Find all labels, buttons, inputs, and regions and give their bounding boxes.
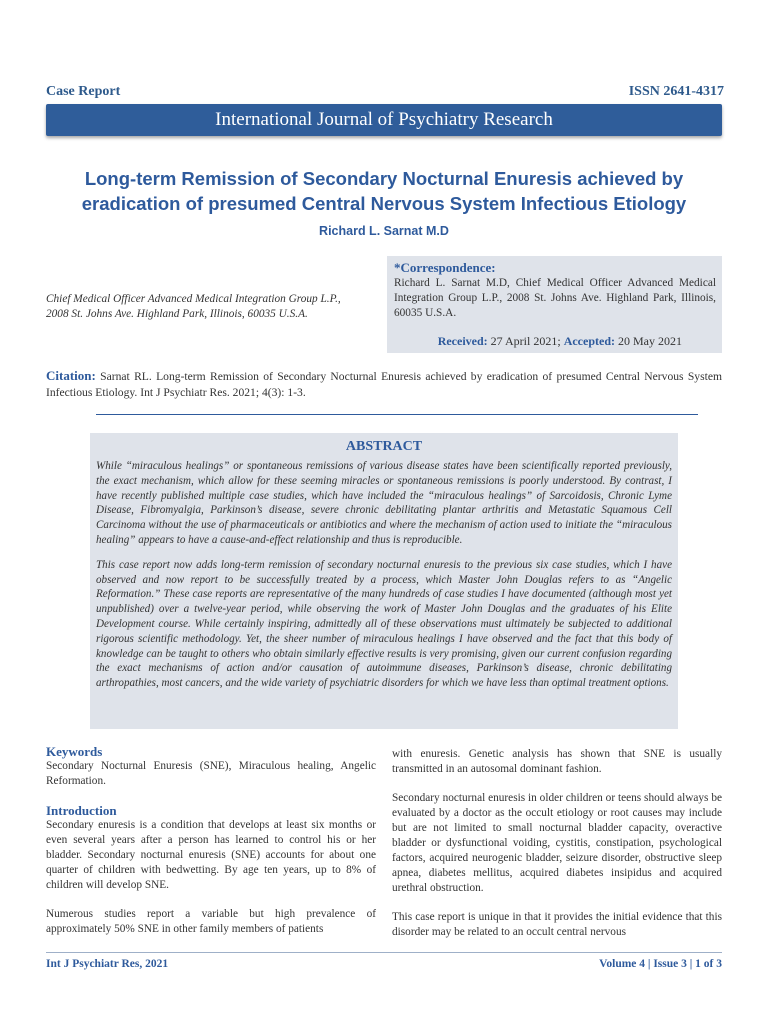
introduction-paragraph-2: Numerous studies report a variable but high prevalence of approximately 50% SNE in other family members of patients	[46, 908, 376, 935]
affiliation-line2: 2008 St. Johns Ave. Highland Park, Illinois, 60035 U.S.A.	[46, 308, 308, 320]
author-name: Richard L. Sarnat M.D	[319, 224, 449, 238]
journal-name: International Journal of Psychiatry Research	[215, 109, 553, 130]
abstract-text	[96, 459, 672, 701]
citation-text: Sarnat RL. Long-term Remission of Secondary Nocturnal Enuresis achieved by eradication of presumed Central Nervous System Infectious Etiology. Int J Psychiatr Res. 2021; 4(3): 1-3.	[46, 370, 722, 399]
introduction-paragraph-1: Secondary enuresis is a condition that develops at least six months or even several years after a person has learned to control his or her bladder. Secondary nocturnal enuresis (SNE) accounts for about one quarter of children with bedwetting. By age ten years, up to 8% of children will develop SNE.	[46, 819, 376, 891]
footer-page-info: Volume 4 | Issue 3 | 1 of 3	[599, 958, 722, 970]
affiliation-line1: Chief Medical Officer Advanced Medical Integration Group L.P.,	[46, 293, 341, 305]
footer-divider	[46, 952, 722, 953]
article-type-label: Case Report	[46, 84, 121, 99]
correspondence-heading: *Correspondence:	[394, 260, 496, 275]
accepted-label: Accepted:	[563, 334, 615, 348]
right-paragraph-2: Secondary nocturnal enuresis in older children or teens should always be evaluated by a doctor as the occult etiology or root causes may include but are not limited to small nocturnal bladder capacity, overactive bladder or dysfunctional voiding, cystitis, constipation, psychological factors, acquired neurogenic bladder, seizure disorder, obstructive sleep apnea, diabetes mellitus, acquired diabetes insipidus and acquired urethral obstruction.	[392, 792, 722, 894]
citation-label: Citation:	[46, 368, 96, 383]
citation	[46, 368, 722, 400]
body-right-column	[392, 747, 722, 954]
footer-journal-citation: Int J Psychiatr Res, 2021	[46, 958, 169, 970]
right-paragraph-3: This case report is unique in that it provides the initial evidence that this disorder may be related to an occult central nervous	[392, 911, 722, 938]
received-label: Received:	[437, 334, 488, 348]
article-title-line2: eradication of presumed Central Nervous System Infectious Etiology	[81, 193, 687, 214]
abstract-paragraph-2: This case report now adds long-term remission of secondary nocturnal enuresis to the previous six case studies, which I have observed and now report to be successfully treated by a process, which Master John Douglas refers to as “Angelic Reformation.” These case reports are representative of the many hundreds of case studies I have documented (although most yet unpublished) over a twelve-year period, while observing the work of Master John Douglas and the graduates of his Elite Development course. While certainly inspiring, admittedly all of these observations must ultimately be subjected to additional rigorous scientific methodology. Yet, the sheer number of miraculous healings I have observed and the fact that this body of knowledge can be taught to others who obtain similarly effective results is very promising, given our current confusion regarding the exact mechanisms of action and/or causation of autoimmune diseases, Parkinson’s disease, chronic debilitating arthropathies, most cancers, and the wide variety of psychiatric disorders for which we have less than optimal treatment options.	[96, 558, 672, 690]
accepted-date: 20 May 2021	[618, 334, 682, 348]
received-date: 27 April 2021;	[490, 334, 561, 348]
author-affiliation	[46, 292, 386, 322]
keywords-text: Secondary Nocturnal Enuresis (SNE), Miraculous healing, Angelic Reformation.	[46, 760, 376, 787]
article-title-line1: Long-term Remission of Secondary Nocturnal Enuresis achieved by	[84, 168, 684, 189]
right-paragraph-1: with enuresis. Genetic analysis has shown that SNE is usually transmitted in an autosomal dominant fashion.	[392, 748, 722, 775]
journal-banner	[46, 104, 722, 136]
article-title	[46, 166, 722, 216]
section-divider	[96, 414, 698, 415]
introduction-heading: Introduction	[46, 803, 117, 818]
abstract-heading: ABSTRACT	[345, 439, 423, 454]
article-dates	[394, 334, 716, 349]
abstract-paragraph-1: While “miraculous healings” or spontaneous remissions of various disease states have been scientifically reported previously, the exact mechanism, which allow for these seeming miracles or spontaneous remissions is poorly understood. By contrast, I have recently published multiple case studies, which have included the “miraculous healings” of Sarcoidosis, Chronic Lyme Disease, Fibromyalgia, Parkinson’s disease, severe chronic debilitating plantar arthritis and Metastatic Squamous Cell Carcinoma without the use of pharmaceuticals or antibiotics and where the mechanism of action used to initiate the “miraculous healing” appears to have a cause-and-effect relationship and thus is reproducible.	[96, 460, 672, 546]
correspondence-body: Richard L. Sarnat M.D, Chief Medical Officer Advanced Medical Integration Group L.P., 2008 St. Johns Ave. Highland Park, Illinois, 60035 U.S.A.	[394, 277, 716, 319]
keywords-heading: Keywords	[46, 744, 103, 759]
body-left-column	[46, 744, 376, 951]
issn-label: ISSN 2641-4317	[628, 84, 724, 99]
